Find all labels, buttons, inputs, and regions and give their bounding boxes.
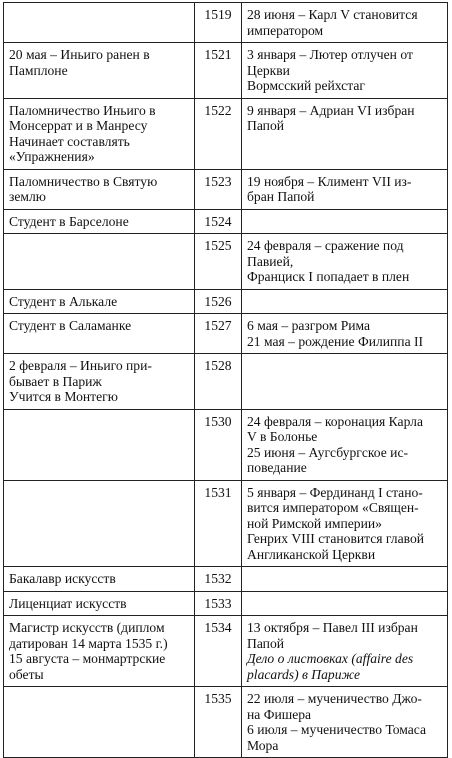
life-event-cell — [4, 3, 195, 43]
year-cell: 1527 — [195, 314, 242, 354]
world-event-line: Дело о листовках (affaire des — [247, 651, 414, 666]
world-event-cell — [242, 616, 448, 687]
world-event-line: 13 октября – Павел III избран — [247, 620, 418, 635]
world-event-cell — [242, 687, 448, 758]
table-row — [4, 234, 448, 290]
world-event-cell — [242, 591, 448, 616]
life-event-line: 15 августа – монмартрские — [9, 651, 166, 666]
year-cell: 1521 — [195, 43, 242, 99]
world-event-line: 3 января – Лютер отлучен от — [247, 47, 413, 62]
world-event-line: 24 февраля – сражение под — [247, 238, 404, 253]
world-event-line: Папой — [247, 118, 285, 133]
chronology-body — [4, 3, 448, 758]
life-event-cell — [4, 289, 195, 314]
chronology-table — [3, 2, 448, 758]
world-event-line: V в Болонье — [247, 429, 318, 444]
world-event-cell — [242, 409, 448, 480]
life-event-line: датирован 14 марта 1535 г.) — [9, 635, 168, 651]
life-event-line: бывает в Париж — [9, 373, 102, 389]
year-cell: 1519 — [195, 3, 242, 43]
life-event-line: Лиценциат искусств — [9, 595, 127, 611]
world-event-line: на Фишера — [247, 706, 312, 722]
world-event-line: поведание — [247, 460, 307, 475]
table-row — [4, 591, 448, 616]
table-row — [4, 616, 448, 687]
world-event-cell — [242, 43, 448, 99]
life-event-line: «Упражнения» — [9, 149, 95, 164]
life-event-line: Студент в Саламанке — [9, 318, 132, 333]
world-event-line: Англиканской Церкви — [247, 546, 376, 562]
world-event-line: 21 мая – рождение Филиппа II — [247, 333, 424, 349]
life-event-cell — [4, 43, 195, 99]
world-event-line: вится императором «Священ- — [247, 500, 419, 515]
year-cell: 1532 — [195, 567, 242, 592]
world-event-line: ной Римской империи» — [247, 515, 382, 531]
life-event-line: Начинает составлять — [9, 133, 130, 149]
life-event-cell — [4, 354, 195, 410]
life-event-cell — [4, 234, 195, 290]
world-event-cell — [242, 209, 448, 234]
world-event-cell — [242, 354, 448, 410]
life-event-cell — [4, 209, 195, 234]
world-event-line: 5 января – Фердинанд I стано- — [247, 484, 423, 500]
table-row — [4, 354, 448, 410]
table-row — [4, 289, 448, 314]
world-event-cell — [242, 289, 448, 314]
world-event-cell — [242, 314, 448, 354]
world-event-line: Франциск I попадает в плен — [247, 269, 410, 284]
life-event-cell — [4, 409, 195, 480]
life-event-line: Паломничество Иньиго в — [9, 102, 156, 118]
world-event-line: 24 февраля – коронация Карла — [247, 413, 424, 429]
year-cell: 1528 — [195, 354, 242, 410]
life-event-cell — [4, 480, 195, 567]
year-cell: 1522 — [195, 98, 242, 169]
life-event-line: Студент в Алькале — [9, 293, 118, 309]
life-event-cell — [4, 98, 195, 169]
table-row — [4, 567, 448, 592]
world-event-cell — [242, 98, 448, 169]
life-event-line: землю — [9, 189, 46, 204]
table-row — [4, 209, 448, 234]
world-event-cell — [242, 234, 448, 290]
year-cell: 1535 — [195, 687, 242, 758]
table-row — [4, 169, 448, 209]
life-event-line: 2 февраля – Иньиго при- — [9, 358, 152, 373]
table-row — [4, 43, 448, 99]
year-cell: 1525 — [195, 234, 242, 290]
life-event-line: Магистр искусств (диплом — [9, 620, 165, 635]
world-event-line: императором — [247, 22, 324, 38]
life-event-line: обеты — [9, 666, 44, 682]
world-event-line: 19 ноября – Климент VII из- — [247, 173, 412, 189]
life-event-cell — [4, 314, 195, 354]
world-event-line: 25 июня – Аугсбургское ис- — [247, 444, 409, 460]
world-event-cell — [242, 3, 448, 43]
world-event-line: Вормсский рейхстаг — [247, 78, 365, 93]
year-cell: 1530 — [195, 409, 242, 480]
table-row — [4, 409, 448, 480]
world-event-line: placards) в Париже — [247, 666, 361, 682]
world-event-line: 6 мая – разгром Рима — [247, 318, 371, 333]
table-row — [4, 98, 448, 169]
world-event-line: бран Папой — [247, 189, 315, 204]
year-cell: 1523 — [195, 169, 242, 209]
life-event-line: Монсеррат и в Манресу — [9, 118, 148, 133]
world-event-cell — [242, 480, 448, 567]
table-row — [4, 480, 448, 567]
life-event-cell — [4, 567, 195, 592]
life-event-line: Паломничество в Святую — [9, 173, 158, 189]
year-cell: 1524 — [195, 209, 242, 234]
year-cell: 1531 — [195, 480, 242, 567]
world-event-line: 22 июля – мученичество Джо- — [247, 691, 422, 706]
life-event-cell — [4, 591, 195, 616]
life-event-line: Студент в Барселоне — [9, 213, 129, 229]
life-event-cell — [4, 687, 195, 758]
world-event-line: 6 июля – мученичество Томаса — [247, 722, 427, 737]
life-event-cell — [4, 616, 195, 687]
world-event-line: 9 января – Адриан VI избран — [247, 102, 415, 118]
life-event-cell — [4, 169, 195, 209]
world-event-line: Церкви — [247, 62, 290, 78]
table-row — [4, 687, 448, 758]
world-event-line: Генрих VIII становится главой — [247, 531, 425, 546]
year-cell: 1526 — [195, 289, 242, 314]
year-cell: 1533 — [195, 591, 242, 616]
world-event-cell — [242, 169, 448, 209]
world-event-line: Мора — [247, 737, 279, 753]
world-event-line: Папой — [247, 635, 285, 651]
world-event-cell — [242, 567, 448, 592]
world-event-line: Павией, — [247, 253, 294, 269]
life-event-line: Учится в Монтегю — [9, 389, 118, 404]
life-event-line: 20 мая – Иньиго ранен в — [9, 47, 150, 62]
life-event-line: Бакалавр искусств — [9, 571, 116, 586]
world-event-line: 28 июня – Карл V становится — [247, 7, 418, 22]
table-row — [4, 314, 448, 354]
year-cell: 1534 — [195, 616, 242, 687]
life-event-line: Памплоне — [9, 62, 68, 78]
table-row — [4, 3, 448, 43]
